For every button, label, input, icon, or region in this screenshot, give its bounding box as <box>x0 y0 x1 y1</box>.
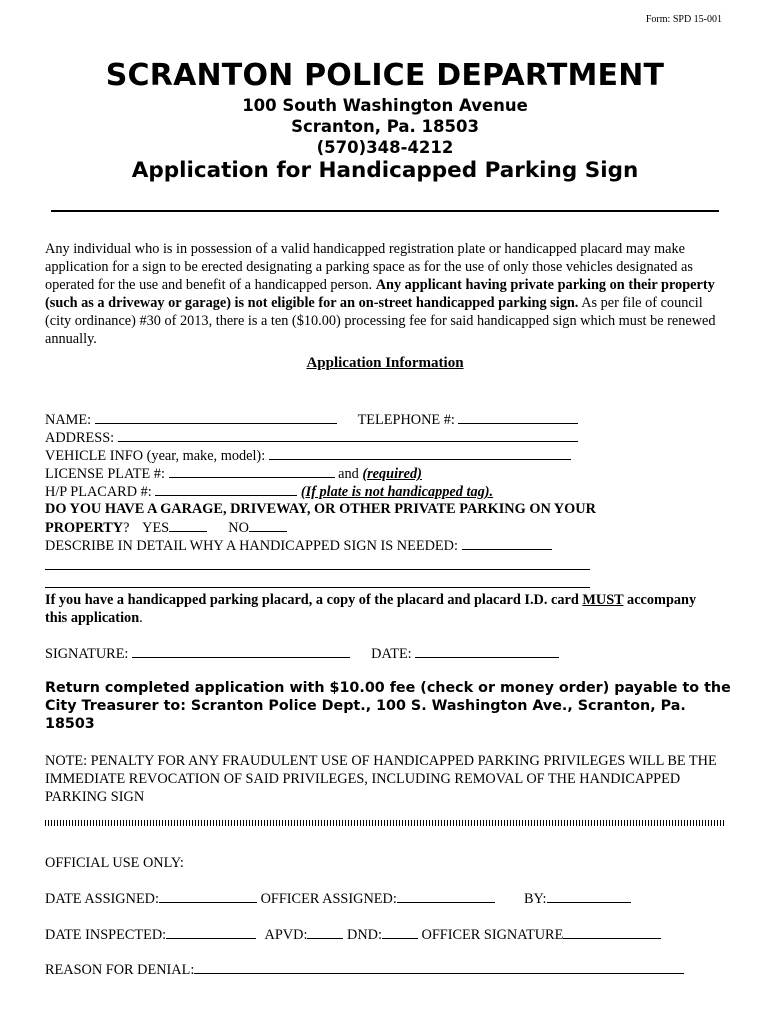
city-address: Scranton, Pa. 18503 <box>291 117 479 136</box>
officer-assigned-label: OFFICER ASSIGNED: <box>260 891 397 907</box>
name-label: NAME: <box>45 412 92 428</box>
license-label: LICENSE PLATE #: <box>45 466 165 482</box>
form-number: Form: SPD 15-001 <box>645 14 722 25</box>
signature-date-field[interactable] <box>415 645 559 658</box>
apvd-field[interactable] <box>307 926 343 939</box>
by-field[interactable] <box>547 890 631 903</box>
application-title: Application for Handicapped Parking Sign <box>131 158 639 183</box>
phone-number: (570)348-4212 <box>316 138 454 157</box>
license-field[interactable] <box>169 465 335 478</box>
describe-line-2[interactable] <box>45 569 590 570</box>
date-assigned-label: DATE ASSIGNED: <box>45 891 159 907</box>
placard-field[interactable] <box>155 483 297 496</box>
intro-eligibility: Any applicant having private parking on their property (such as a driveway or garage) is not eligible for an on-street handicapped parking sign. <box>45 277 715 311</box>
telephone-label: TELEPHONE #: <box>357 412 455 428</box>
official-divider <box>45 820 725 826</box>
department-title: SCRANTON POLICE DEPARTMENT <box>105 58 665 93</box>
signature-row <box>45 645 559 663</box>
officer-assigned-field[interactable] <box>397 890 495 903</box>
denial-row <box>45 961 684 979</box>
license-row <box>45 465 422 483</box>
dnd-field[interactable] <box>382 926 418 939</box>
describe-line-3[interactable] <box>45 587 590 588</box>
penalty-note: NOTE: PENALTY FOR ANY FRAUDULENT USE OF HANDICAPPED PARKING PRIVILEGES WILL BE THE IMMEDIATE REVOCATION OF SAID PRIVILEGES, INCLUDING REMOVAL OF THE HANDICAPPED PARKING SIGN <box>45 753 717 805</box>
placard-notice-must: MUST <box>582 592 624 608</box>
date-assigned-field[interactable] <box>159 890 257 903</box>
garage-question-mark: ? <box>123 520 130 536</box>
inspection-row <box>45 926 661 944</box>
return-instructions: Return completed application with $10.00 fee (check or money order) payable to the City Treasurer to: Scranton Police Dept., 100 S. Washington Ave., Scranton, Pa. 18503 <box>45 680 731 732</box>
no-field[interactable] <box>249 519 287 532</box>
garage-question-cont: PROPERTY <box>45 520 124 536</box>
yes-field[interactable] <box>169 519 207 532</box>
placard-notice <box>45 591 715 627</box>
name-field[interactable] <box>95 411 337 424</box>
address-label: ADDRESS: <box>45 430 115 446</box>
section-heading: Application Information <box>306 355 464 371</box>
date-inspected-label: DATE INSPECTED: <box>45 927 167 943</box>
vehicle-field[interactable] <box>269 447 571 460</box>
official-heading: OFFICIAL USE ONLY: <box>45 855 184 871</box>
address-row <box>45 429 578 447</box>
placard-notice-text: If you have a handicapped parking placard, a copy of the placard and placard I.D. card <box>45 592 579 608</box>
signature-field[interactable] <box>132 645 350 658</box>
officer-signature-label: OFFICER SIGNATURE <box>421 927 564 943</box>
intro-paragraph <box>45 240 725 348</box>
telephone-field[interactable] <box>458 411 578 424</box>
vehicle-row <box>45 447 571 465</box>
placard-row <box>45 483 493 501</box>
date-inspected-field[interactable] <box>166 926 256 939</box>
reason-field[interactable] <box>194 961 684 974</box>
dnd-label: DND: <box>347 927 382 943</box>
by-label: BY: <box>523 891 547 907</box>
no-label: NO <box>228 520 249 536</box>
reason-label: REASON FOR DENIAL: <box>45 962 195 978</box>
signature-date-label: DATE: <box>371 646 412 662</box>
garage-answer-row <box>45 519 287 537</box>
intro-text: Any individual who is in possession of a valid handicapped registration plate or handicapped placard may make application for a sign to be erected designating a parking space as for the use of only those vehicles designated as operated for the use and benefit of a handicapped person. <box>45 241 693 293</box>
apvd-label: APVD: <box>264 927 308 943</box>
header-divider <box>51 210 719 212</box>
describe-field[interactable] <box>462 537 552 550</box>
placard-notice-text-2: accompany this application <box>45 592 697 626</box>
yes-label: YES <box>142 520 170 536</box>
describe-label: DESCRIBE IN DETAIL WHY A HANDICAPPED SIGN IS NEEDED: <box>45 538 458 554</box>
name-row <box>45 411 578 429</box>
intro-fee: As per file of council (city ordinance) #30 of 2013, there is a ten ($10.00) processing fee for said handicapped sign which must be renewed annually. <box>45 295 716 347</box>
address-field[interactable] <box>118 429 578 442</box>
garage-question: DO YOU HAVE A GARAGE, DRIVEWAY, OR OTHER PRIVATE PARKING ON YOUR <box>45 501 596 517</box>
street-address: 100 South Washington Avenue <box>242 96 528 115</box>
signature-label: SIGNATURE: <box>45 646 129 662</box>
officer-signature-field[interactable] <box>563 926 661 939</box>
assignment-row <box>45 890 631 908</box>
vehicle-label: VEHICLE INFO (year, make, model): <box>45 448 266 464</box>
placard-notice-period: . <box>139 610 143 626</box>
placard-note: (If plate is not handicapped tag). <box>300 484 494 500</box>
license-required: (required) <box>362 466 422 482</box>
license-and: and <box>338 466 359 482</box>
describe-row <box>45 537 552 555</box>
placard-label: H/P PLACARD #: <box>45 484 152 500</box>
